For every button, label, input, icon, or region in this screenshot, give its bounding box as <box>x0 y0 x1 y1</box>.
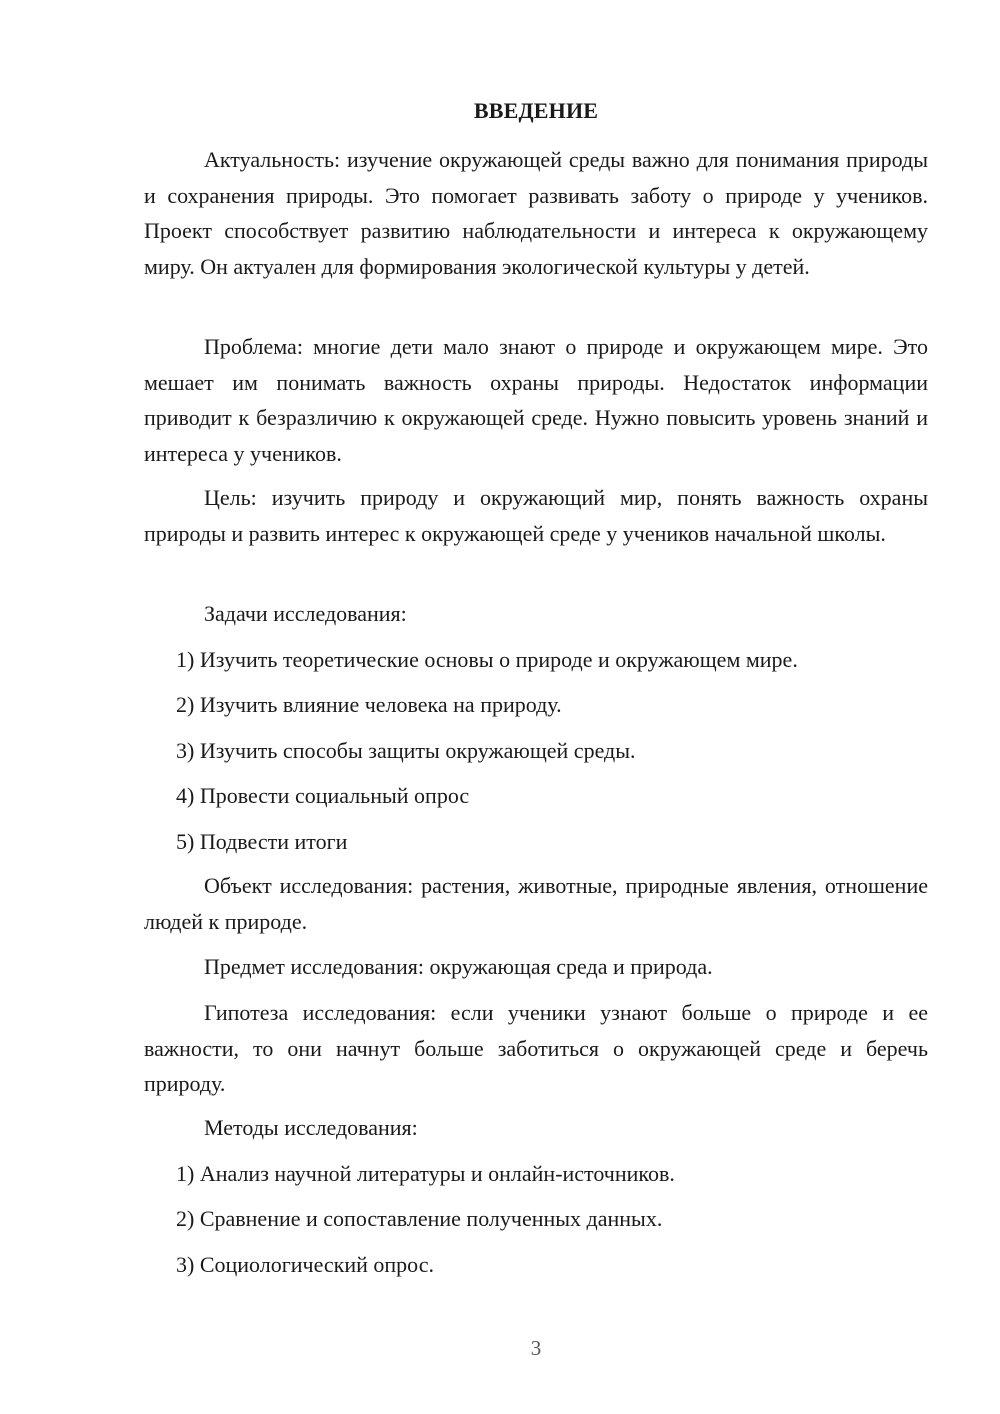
paragraph-hypothesis <box>144 995 928 1102</box>
list-item: 1) Анализ научной литературы и онлайн-источников. <box>176 1160 675 1186</box>
list-item: 2) Изучить влияние человека на природу. <box>176 692 562 717</box>
problem-text: Проблема: многие дети мало знают о природе и окружающем мире. Это мешает им понимать важность охраны природы. Недостаток информации приводит к безразличию к окружающей среде. Нужно повысить уровень знаний и интереса у учеников. <box>144 334 928 466</box>
list-item: 3) Социологический опрос. <box>176 1251 434 1277</box>
relevance-text: Актуальность: изучение окружающей среды важно для понимания природы и сохранения природы. Это помогает развивать заботу о природе у учеников. Проект способствует развитию наблюдательности и интереса к окружающему миру. Он актуален для формирования экологической культуры у детей. <box>144 147 928 279</box>
goal-text: Цель: изучить природу и окружающий мир, понять важность охраны природы и развить интерес к окружающей среде у учеников начальной школы. <box>144 485 928 546</box>
object-text: Объект исследования: растения, животные, природные явления, отношение людей к природе. <box>144 873 928 934</box>
list-item: 1) Изучить теоретические основы о природе и окружающем мире. <box>176 646 798 672</box>
list-item: 3) Изучить способы защиты окружающей среды. <box>176 737 636 763</box>
list-item: 5) Подвести итоги <box>176 828 348 854</box>
list-item: 4) Провести социальный опрос <box>176 783 470 808</box>
list-item: 2) Сравнение и сопоставление полученных данных. <box>176 1206 663 1231</box>
paragraph-goal <box>144 480 928 551</box>
tasks-section <box>144 596 928 859</box>
methods-section <box>144 1110 928 1282</box>
paragraph-object <box>144 868 928 939</box>
paragraph-relevance <box>144 142 928 284</box>
subject-text: Предмет исследования: окружающая среда и природа. <box>204 954 713 979</box>
paragraph-subject <box>144 949 928 985</box>
tasks-label: Задачи исследования: <box>204 601 407 626</box>
page-title: ВВЕДЕНИЕ <box>473 98 599 123</box>
paragraph-problem <box>144 329 928 471</box>
page-number: 3 <box>530 1336 542 1360</box>
hypothesis-text: Гипотеза исследования: если ученики узнают больше о природе и ее важности, то они начнут больше заботиться о окружающей среде и беречь природу. <box>144 1000 928 1096</box>
methods-label: Методы исследования: <box>204 1115 418 1140</box>
